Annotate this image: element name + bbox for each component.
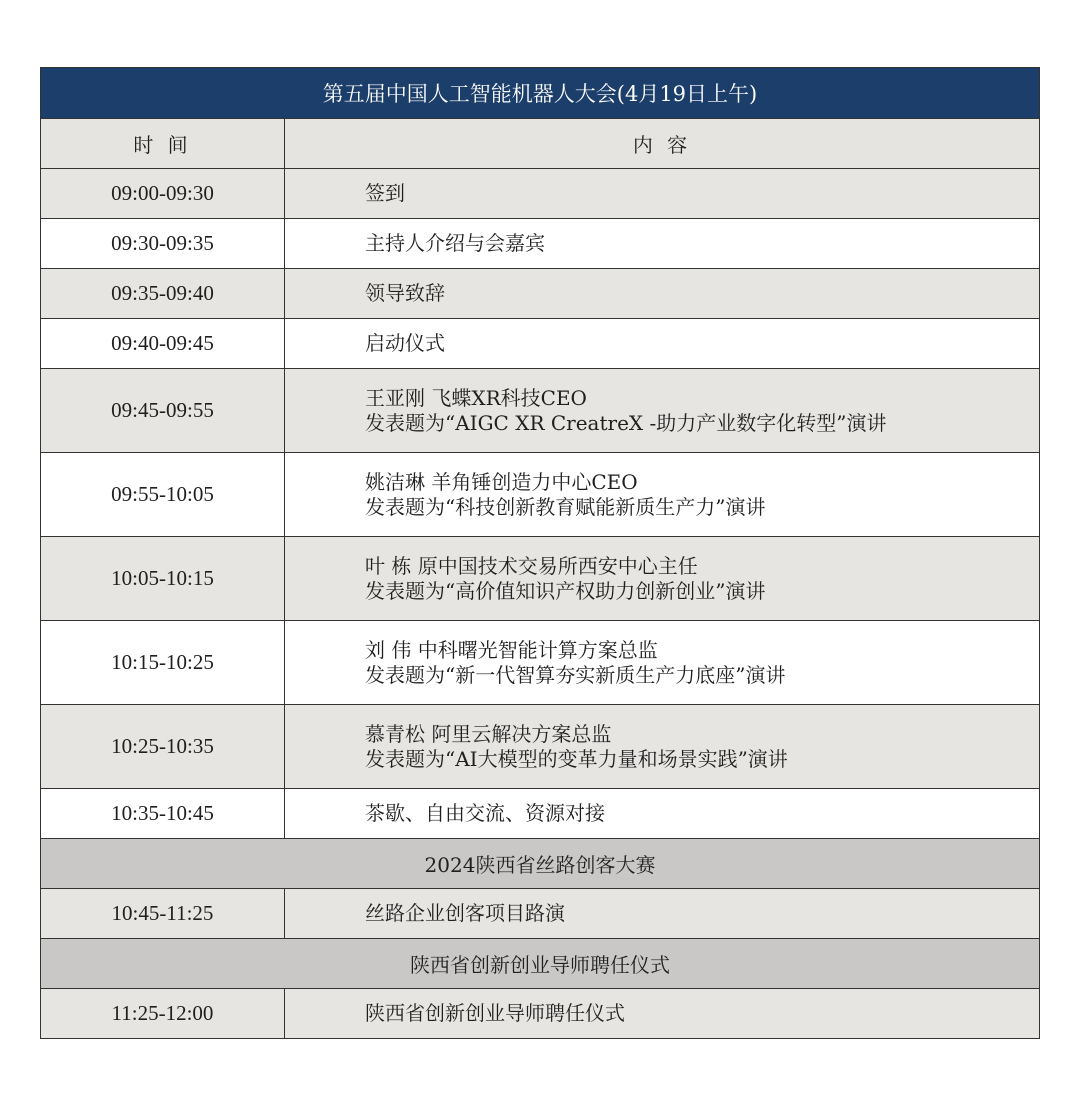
content-line: 签到 — [365, 181, 405, 205]
table-row — [41, 789, 1040, 839]
content-line: 茶歇、自由交流、资源对接 — [365, 801, 605, 825]
table-row — [41, 889, 1040, 939]
header-row — [41, 119, 1040, 169]
schedule-body — [41, 169, 1040, 1039]
content-line: 启动仪式 — [365, 331, 445, 355]
table-row — [41, 621, 1040, 705]
speaker-line: 刘 伟 中科曙光智能计算方案总监 — [365, 637, 658, 662]
table-row — [41, 989, 1040, 1039]
section-title: 陕西省创新创业导师聘任仪式 — [41, 939, 1040, 989]
time-cell: 10:15-10:25 — [41, 621, 285, 705]
content-cell — [285, 453, 1040, 537]
speaker-line: 叶 栋 原中国技术交易所西安中心主任 — [365, 553, 698, 578]
time-cell: 10:45-11:25 — [41, 889, 285, 939]
table-row — [41, 705, 1040, 789]
section-title: 2024陕西省丝路创客大赛 — [41, 839, 1040, 889]
content-cell — [285, 369, 1040, 453]
table-row — [41, 453, 1040, 537]
talk-line: 发表题为“AIGC XR CreatreX -助力产业数字化转型”演讲 — [365, 410, 887, 435]
talk-line: 发表题为“科技创新教育赋能新质生产力”演讲 — [365, 494, 766, 519]
table-row — [41, 369, 1040, 453]
talk-line: 发表题为“AI大模型的变革力量和场景实践”演讲 — [365, 746, 788, 771]
time-cell: 09:35-09:40 — [41, 269, 285, 319]
content-line: 丝路企业创客项目路演 — [365, 901, 565, 925]
content-cell — [285, 989, 1040, 1039]
talk-line: 发表题为“高价值知识产权助力创新创业”演讲 — [365, 578, 766, 603]
time-cell: 10:05-10:15 — [41, 537, 285, 621]
content-cell — [285, 789, 1040, 839]
content-cell — [285, 319, 1040, 369]
time-cell: 09:45-09:55 — [41, 369, 285, 453]
table-row — [41, 319, 1040, 369]
content-cell — [285, 537, 1040, 621]
content-cell — [285, 705, 1040, 789]
table-row — [41, 169, 1040, 219]
speaker-line: 王亚刚 飞蝶XR科技CEO — [365, 385, 587, 410]
content-cell — [285, 169, 1040, 219]
table-row — [41, 537, 1040, 621]
speaker-line: 慕青松 阿里云解决方案总监 — [365, 721, 612, 746]
speaker-line: 姚洁琳 羊角锤创造力中心CEO — [365, 469, 638, 494]
content-line: 领导致辞 — [365, 281, 445, 305]
section-row — [41, 939, 1040, 989]
table-title: 第五届中国人工智能机器人大会(4月19日上午) — [41, 68, 1040, 119]
time-cell: 09:30-09:35 — [41, 219, 285, 269]
content-line: 陕西省创新创业导师聘任仪式 — [365, 1001, 625, 1025]
table-row — [41, 219, 1040, 269]
content-cell — [285, 269, 1040, 319]
content-cell — [285, 219, 1040, 269]
content-cell — [285, 621, 1040, 705]
content-cell — [285, 889, 1040, 939]
section-row — [41, 839, 1040, 889]
time-cell: 11:25-12:00 — [41, 989, 285, 1039]
header-content: 内 容 — [285, 119, 1040, 169]
time-cell: 09:40-09:45 — [41, 319, 285, 369]
schedule-sheet — [40, 67, 1039, 1039]
time-cell: 10:25-10:35 — [41, 705, 285, 789]
table-row — [41, 269, 1040, 319]
title-row — [41, 68, 1040, 119]
talk-line: 发表题为“新一代智算夯实新质生产力底座”演讲 — [365, 662, 786, 687]
time-cell: 09:55-10:05 — [41, 453, 285, 537]
time-cell: 10:35-10:45 — [41, 789, 285, 839]
header-time: 时 间 — [41, 119, 285, 169]
time-cell: 09:00-09:30 — [41, 169, 285, 219]
content-line: 主持人介绍与会嘉宾 — [365, 231, 545, 255]
schedule-table — [40, 67, 1040, 1039]
